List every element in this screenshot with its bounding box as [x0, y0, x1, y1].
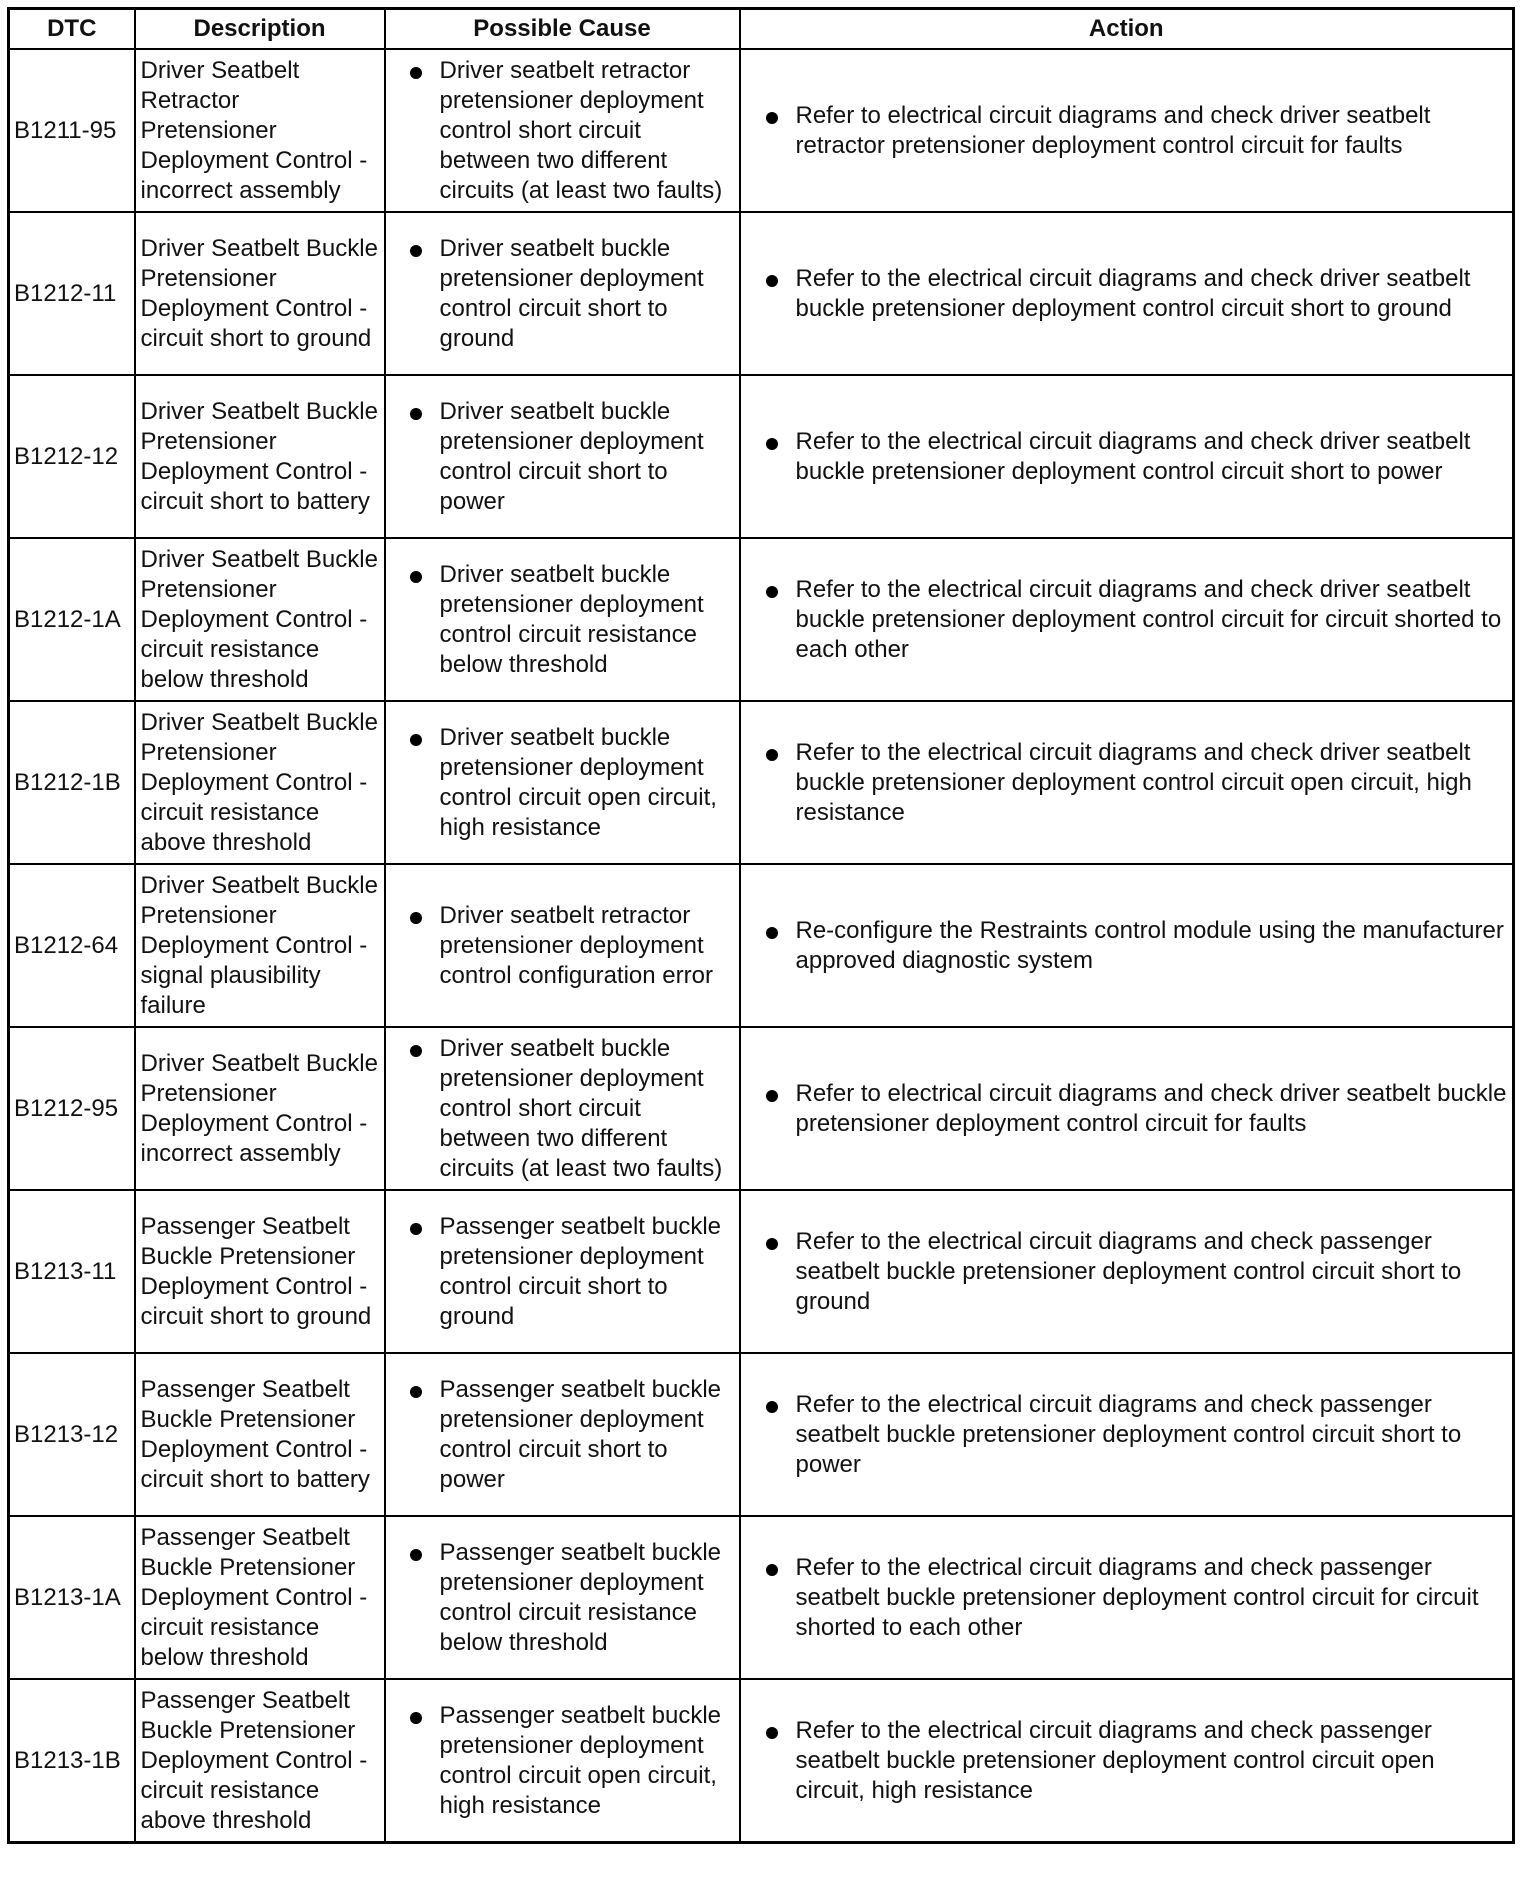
- bullet-icon: [410, 1712, 422, 1724]
- bullet-icon: [766, 1401, 778, 1413]
- possible-cause-item: [386, 234, 739, 354]
- action-cell: [740, 212, 1514, 375]
- action-cell: [740, 538, 1514, 701]
- action-item: [741, 1079, 1513, 1139]
- action-item: [741, 1227, 1513, 1317]
- table-row: [9, 538, 1514, 701]
- bullet-icon: [766, 749, 778, 761]
- description-text: Driver Seatbelt Buckle Pretensioner Deployment Control - circuit resistance above threshold: [135, 701, 385, 864]
- description-text: Driver Seatbelt Buckle Pretensioner Deployment Control - circuit short to battery: [135, 375, 385, 538]
- possible-cause-item: [386, 1375, 739, 1495]
- possible-cause-item: [386, 56, 739, 206]
- possible-cause-text: Driver seatbelt retractor pretensioner deployment control short circuit between two different circuits (at least two faults): [439, 56, 723, 204]
- action-cell: [740, 864, 1514, 1027]
- bullet-icon: [410, 245, 422, 257]
- bullet-icon: [766, 1090, 778, 1102]
- action-cell: [740, 1516, 1514, 1679]
- action-cell: [740, 1190, 1514, 1353]
- table-row: [9, 1190, 1514, 1353]
- dtc-code: B1213-1A: [9, 1516, 135, 1679]
- possible-cause-text: Passenger seatbelt buckle pretensioner deployment control circuit short to ground: [439, 1212, 722, 1330]
- header-action: Action: [740, 9, 1514, 50]
- bullet-icon: [766, 1727, 778, 1739]
- action-cell: [740, 701, 1514, 864]
- table-row: [9, 49, 1514, 212]
- possible-cause-item: [386, 1538, 739, 1658]
- possible-cause-text: Driver seatbelt retractor pretensioner deployment control configuration error: [439, 901, 713, 989]
- bullet-icon: [410, 408, 422, 420]
- bullet-icon: [766, 927, 778, 939]
- description-text: Passenger Seatbelt Buckle Pretensioner Deployment Control - circuit resistance below threshold: [135, 1516, 385, 1679]
- possible-cause-text: Driver seatbelt buckle pretensioner deployment control circuit short to power: [439, 397, 704, 515]
- possible-cause-text: Passenger seatbelt buckle pretensioner deployment control circuit resistance below threshold: [439, 1538, 722, 1656]
- possible-cause-item: [386, 397, 739, 517]
- header-dtc: DTC: [9, 9, 135, 50]
- possible-cause-cell: [385, 864, 740, 1027]
- possible-cause-cell: [385, 701, 740, 864]
- dtc-code: B1212-1A: [9, 538, 135, 701]
- action-text: Refer to the electrical circuit diagrams and check driver seatbelt buckle pretensioner deployment control circuit short to power: [795, 427, 1471, 485]
- possible-cause-text: Passenger seatbelt buckle pretensioner deployment control circuit open circuit, high resistance: [439, 1701, 722, 1819]
- action-text: Refer to electrical circuit diagrams and check driver seatbelt buckle pretensioner deployment control circuit for faults: [795, 1079, 1507, 1137]
- header-possible-cause: Possible Cause: [385, 9, 740, 50]
- description-text: Driver Seatbelt Buckle Pretensioner Deployment Control - circuit resistance below threshold: [135, 538, 385, 701]
- possible-cause-item: [386, 901, 739, 991]
- table-header: [9, 9, 1514, 50]
- action-item: [741, 101, 1513, 161]
- possible-cause-text: Driver seatbelt buckle pretensioner deployment control circuit resistance below threshold: [439, 560, 704, 678]
- possible-cause-item: [386, 723, 739, 843]
- dtc-code: B1213-11: [9, 1190, 135, 1353]
- table-row: [9, 701, 1514, 864]
- action-item: [741, 575, 1513, 665]
- possible-cause-cell: [385, 1353, 740, 1516]
- bullet-icon: [766, 1238, 778, 1250]
- description-text: Passenger Seatbelt Buckle Pretensioner Deployment Control - circuit resistance above threshold: [135, 1679, 385, 1843]
- action-text: Refer to the electrical circuit diagrams and check passenger seatbelt buckle pretensioner deployment control circuit for circuit shorted to each other: [795, 1553, 1479, 1641]
- bullet-icon: [766, 586, 778, 598]
- dtc-code: B1212-11: [9, 212, 135, 375]
- action-cell: [740, 49, 1514, 212]
- action-item: [741, 427, 1513, 487]
- bullet-icon: [410, 67, 422, 79]
- action-text: Refer to electrical circuit diagrams and check driver seatbelt retractor pretensioner deployment control circuit for faults: [795, 101, 1431, 159]
- dtc-code: B1213-12: [9, 1353, 135, 1516]
- possible-cause-text: Driver seatbelt buckle pretensioner deployment control circuit short to ground: [439, 234, 704, 352]
- action-item: [741, 1390, 1513, 1480]
- description-text: Passenger Seatbelt Buckle Pretensioner Deployment Control - circuit short to ground: [135, 1190, 385, 1353]
- dtc-code: B1211-95: [9, 49, 135, 212]
- action-item: [741, 1553, 1513, 1643]
- possible-cause-cell: [385, 1027, 740, 1190]
- bullet-icon: [766, 112, 778, 124]
- dtc-code: B1212-12: [9, 375, 135, 538]
- possible-cause-item: [386, 560, 739, 680]
- bullet-icon: [410, 1386, 422, 1398]
- action-text: Refer to the electrical circuit diagrams and check driver seatbelt buckle pretensioner deployment control circuit for circuit shorted to each other: [795, 575, 1502, 663]
- table-row: [9, 1516, 1514, 1679]
- action-item: [741, 264, 1513, 324]
- action-cell: [740, 375, 1514, 538]
- dtc-table: [7, 7, 1515, 1844]
- table-row: [9, 212, 1514, 375]
- header-description: Description: [135, 9, 385, 50]
- possible-cause-cell: [385, 538, 740, 701]
- action-text: Refer to the electrical circuit diagrams and check passenger seatbelt buckle pretensioner deployment control circuit short to ground: [795, 1227, 1462, 1315]
- table-row: [9, 1353, 1514, 1516]
- table-row: [9, 1679, 1514, 1843]
- dtc-code: B1213-1B: [9, 1679, 135, 1843]
- description-text: Passenger Seatbelt Buckle Pretensioner Deployment Control - circuit short to battery: [135, 1353, 385, 1516]
- dtc-code: B1212-95: [9, 1027, 135, 1190]
- bullet-icon: [410, 1223, 422, 1235]
- action-text: Refer to the electrical circuit diagrams and check passenger seatbelt buckle pretensioner deployment control circuit short to power: [795, 1390, 1462, 1478]
- possible-cause-cell: [385, 1516, 740, 1679]
- action-item: [741, 916, 1513, 976]
- dtc-code: B1212-1B: [9, 701, 135, 864]
- table-row: [9, 375, 1514, 538]
- possible-cause-text: Passenger seatbelt buckle pretensioner deployment control circuit short to power: [439, 1375, 722, 1493]
- bullet-icon: [410, 734, 422, 746]
- possible-cause-cell: [385, 1190, 740, 1353]
- action-text: Refer to the electrical circuit diagrams and check driver seatbelt buckle pretensioner deployment control circuit short to ground: [795, 264, 1471, 322]
- possible-cause-cell: [385, 1679, 740, 1843]
- possible-cause-text: Driver seatbelt buckle pretensioner deployment control circuit open circuit, high resistance: [439, 723, 717, 841]
- action-text: Re-configure the Restraints control module using the manufacturer approved diagnostic system: [795, 916, 1504, 974]
- table-row: [9, 1027, 1514, 1190]
- description-text: Driver Seatbelt Buckle Pretensioner Deployment Control - signal plausibility failure: [135, 864, 385, 1027]
- bullet-icon: [410, 1549, 422, 1561]
- action-cell: [740, 1353, 1514, 1516]
- action-cell: [740, 1679, 1514, 1843]
- action-item: [741, 738, 1513, 828]
- dtc-code: B1212-64: [9, 864, 135, 1027]
- possible-cause-text: Driver seatbelt buckle pretensioner deployment control short circuit between two different circuits (at least two faults): [439, 1034, 723, 1182]
- possible-cause-cell: [385, 212, 740, 375]
- possible-cause-item: [386, 1701, 739, 1821]
- bullet-icon: [766, 275, 778, 287]
- description-text: Driver Seatbelt Retractor Pretensioner Deployment Control - incorrect assembly: [135, 49, 385, 212]
- possible-cause-cell: [385, 375, 740, 538]
- table-row: [9, 864, 1514, 1027]
- action-text: Refer to the electrical circuit diagrams and check passenger seatbelt buckle pretensioner deployment control circuit open circuit, high resistance: [795, 1716, 1435, 1804]
- bullet-icon: [410, 1045, 422, 1057]
- description-text: Driver Seatbelt Buckle Pretensioner Deployment Control - circuit short to ground: [135, 212, 385, 375]
- action-text: Refer to the electrical circuit diagrams and check driver seatbelt buckle pretensioner deployment control circuit open circuit, high resistance: [795, 738, 1472, 826]
- possible-cause-item: [386, 1034, 739, 1184]
- action-item: [741, 1716, 1513, 1806]
- bullet-icon: [410, 571, 422, 583]
- header-row: [9, 9, 1514, 50]
- bullet-icon: [410, 912, 422, 924]
- action-cell: [740, 1027, 1514, 1190]
- bullet-icon: [766, 1564, 778, 1576]
- bullet-icon: [766, 438, 778, 450]
- description-text: Driver Seatbelt Buckle Pretensioner Deployment Control - incorrect assembly: [135, 1027, 385, 1190]
- table-body: [9, 49, 1514, 1843]
- possible-cause-cell: [385, 49, 740, 212]
- possible-cause-item: [386, 1212, 739, 1332]
